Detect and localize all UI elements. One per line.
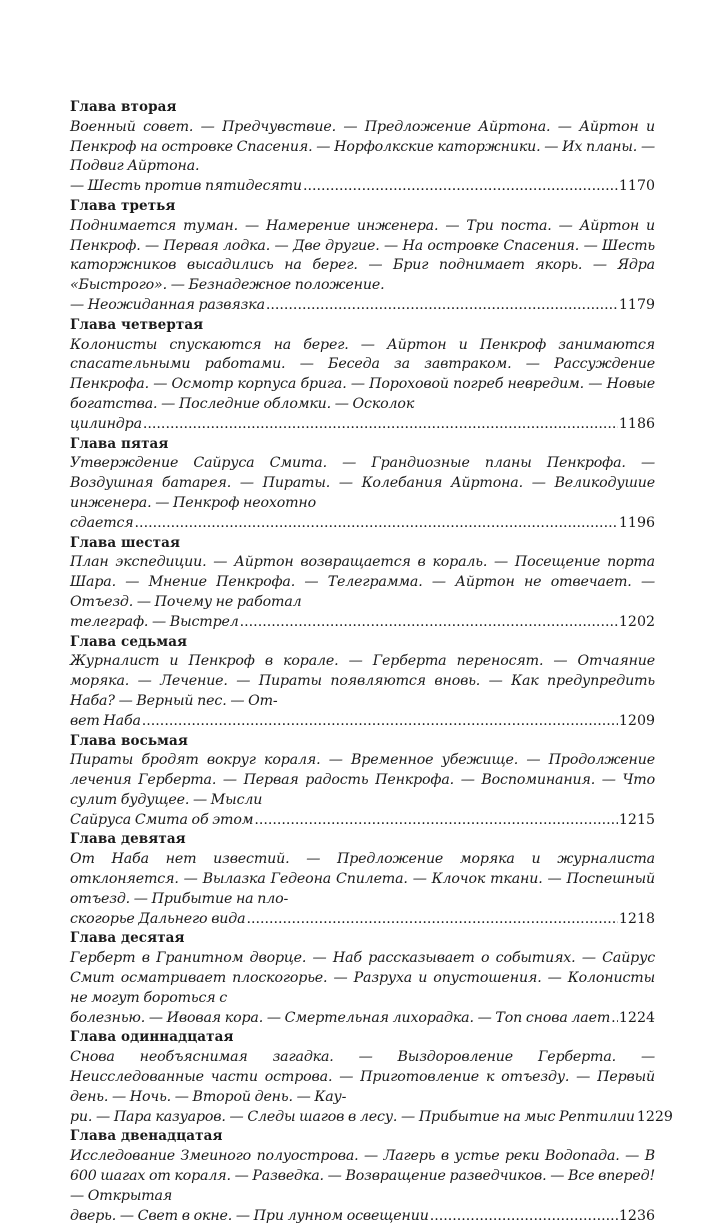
chapter-summary-last-line: дверь. — Свет в окне. — При лунном освещении [70,1207,429,1224]
toc-page-line [70,296,655,316]
toc-page-line [70,1009,655,1029]
page-number: 1229 [636,1108,673,1125]
toc-entry [70,830,655,929]
chapter-summary: Герберт в Гранитном дворце. — Наб рассказывает о событиях. — Сайрус Смит осматривает плоскогорье. — Разруха и опустошения. — Колонисты не могут бороться с [70,950,655,1006]
chapter-summary-last-line: вет Наба [70,712,141,729]
dot-leader [142,712,618,732]
table-of-contents [70,98,673,1226]
toc-page-line [70,811,655,831]
dot-leader [266,296,618,316]
chapter-summary: Снова необъяснимая загадка. — Выздоровление Герберта. — Неисследованные части острова. — Приготовление к отъезду. — Первый день. — Ночь. — Второй день. — Кау- [70,1049,655,1105]
chapter-heading: Глава пятая [70,435,169,452]
page-number: 1218 [618,910,655,927]
chapter-summary-last-line: цилиндра [70,415,142,432]
chapter-heading: Глава седьмая [70,633,188,650]
dot-leader [143,415,618,435]
page-number: 1186 [618,415,655,432]
page-number: 1170 [618,178,655,195]
chapter-heading: Глава третья [70,197,176,214]
chapter-summary: Военный совет. — Предчувствие. — Предложение Айртона. — Айртон и Пенкроф на островке Спасения. — Норфолкские каторжники. — Их планы. — Подвиг Айртона. [70,118,655,175]
dot-leader [240,613,618,633]
toc-page-line [70,514,655,534]
toc-entry [70,98,655,197]
page-number: 1179 [618,296,655,313]
page-number: 1209 [618,712,655,729]
dot-leader [303,177,618,197]
chapter-summary: От Наба нет известий. — Предложение моряка и журналиста отклоняется. — Вылазка Гедеона Спилета. — Клочок ткани. — Поспешный отъезд. — Прибытие на пло- [70,851,655,907]
chapter-heading: Глава четвертая [70,316,204,333]
dot-leader [246,910,617,930]
chapter-summary-last-line: — Шесть против пятидесяти [70,178,302,195]
chapter-summary-last-line: телеграф. — Выстрел [70,613,239,630]
dot-leader [611,1009,618,1029]
dot-leader [135,514,618,534]
toc-entry [70,435,655,534]
chapter-heading: Глава двенадцатая [70,1128,223,1145]
toc-entry [70,1127,655,1226]
toc-entry [70,633,655,732]
chapter-summary-last-line: болезнью. — Ивовая кора. — Смертельная лихорадка. — Топ снова лает [70,1009,611,1026]
toc-page-line [70,177,655,197]
chapter-summary-last-line: — Неожиданная развязка [70,296,265,313]
toc-entry [70,1028,673,1127]
page-number: 1224 [618,1009,655,1026]
toc-page-line [70,415,655,435]
chapter-heading: Глава девятая [70,831,186,848]
chapter-heading: Глава одиннадцатая [70,1029,234,1046]
toc-entry [70,534,655,633]
chapter-summary: План экспедиции. — Айртон возвращается в кораль. — Посещение порта Шара. — Мнение Пенкрофа. — Телеграмма. — Айртон не отвечает. — Отъезд. — Почему не работал [70,554,655,610]
chapter-heading: Глава шестая [70,534,181,551]
chapter-heading: Глава вторая [70,99,177,115]
toc-page-line [70,1207,655,1226]
toc-entry [70,197,655,316]
page-number: 1196 [618,514,655,531]
dot-leader [254,811,618,831]
toc-entry [70,732,655,831]
chapter-summary: Утверждение Сайруса Смита. — Грандиозные планы Пенкрофа. — Воздушная батарея. — Пираты. — Колебания Айртона. — Великодушие инженера. — Пенкроф неохотно [70,455,655,511]
chapter-summary-last-line: сдается [70,514,134,531]
chapter-summary-last-line: скогорье Дальнего вида [70,910,246,927]
chapter-summary: Журналист и Пенкроф в корале. — Герберта переносят. — Отчаяние моряка. — Лечение. — Пираты появляются вновь. — Как предупредить Наба? — Верный пес. — От- [70,653,655,709]
chapter-summary: Колонисты спускаются на берег. — Айртон и Пенкроф занимаются спасательными работами. — Беседа за завтраком. — Рассуждение Пенкрофа. — Осмотр корпуса брига. — Пороховой погреб невредим. — Новые богатства. — Последние обломки. — Осколок [70,336,655,412]
toc-page-line [70,613,655,633]
chapter-heading: Глава десятая [70,930,185,947]
chapter-summary: Поднимается туман. — Намерение инженера. — Три поста. — Айртон и Пенкроф. — Первая лодка. — Две другие. — На островке Спасения. — Шесть каторжников высадились на берег. — Бриг поднимает якорь. — Ядра «Быстрого». — Безнадежное положение. [70,217,655,294]
toc-page-line [70,1108,673,1128]
toc-entry [70,316,655,435]
dot-leader [430,1207,618,1226]
chapter-summary: Пираты бродят вокруг кораля. — Временное убежище. — Продолжение лечения Герберта. — Первая радость Пенкрофа. — Воспоминания. — Что сулит будущее. — Мысли [70,752,655,808]
chapter-summary-last-line: Сайруса Смита об этом [70,811,254,828]
page-number: 1236 [618,1207,655,1224]
toc-page-line [70,910,655,930]
page-number: 1215 [618,811,655,828]
chapter-heading: Глава восьмая [70,732,188,749]
chapter-summary: Исследование Змеиного полуострова. — Лагерь в устье реки Водопада. — В 600 шагах от кораля. — Разведка. — Возвращение разведчиков. — Все вперед! — Открытая [70,1148,655,1204]
page-number: 1202 [618,613,655,630]
chapter-summary-last-line: ри. — Пара казуаров. — Следы шагов в лесу. — Прибытие на мыс Рептилии [70,1108,635,1125]
toc-entry [70,929,655,1028]
toc-page-line [70,712,655,732]
